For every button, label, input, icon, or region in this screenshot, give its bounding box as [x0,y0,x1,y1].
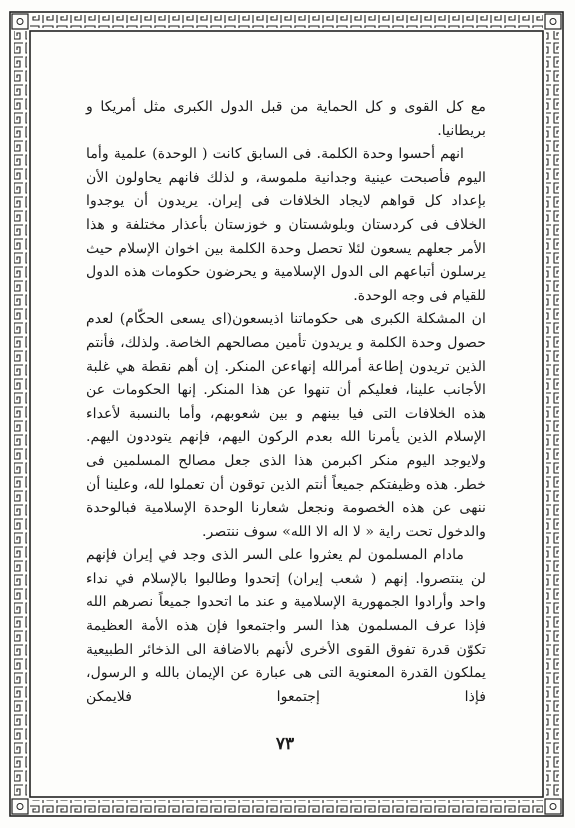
paragraph-3: ان المشكلة الكبرى هى حكوماتنا اذيسعون(اى يسعى الحكّام) لعدم حصول وحدة الكلمة و يريدون تأمين مصالحهم الخاصة. ولذلك، فأنتم الذين تريدون إطاعة أمرالله إنهاءعن المنكر. إن أهم نقطة هي غلبة الأجانب علينا، فعليكم أن تنهوا عن هذا المنكر. إنها الحكومات عن هذه الخلافات التى فيا بينهم و بين شعوبهم، وأما بالنسبة لأعداء الإسلام الذين يأمرنا الله بعدم الركون اليهم، فإنهم يتوددون اليهم. ولايوجد اليوم منكر اكبرمن هذا الذى جعل مصالح المسلمين فى خطر. هذه وظيفتكم جميعاً أنتم الذين توقون أن تعملوا لله، وعلينا أن ننهى عن هذه الخصومة ونجعل شعارنا الوحدة الإسلامية فبالوحدة والدخول تحت راية « لا اله الا الله» سوف ننتصر. [86,311,486,540]
paragraph-2: انهم أحسوا وحدة الكلمة. فى السابق كانت ( الوحدة) علمية وأما اليوم فأصبحت عينية وجدانية ملموسة، و لذلك فانهم يحاولون الأن بإعداد كل قواهم لايجاد الخلافات فى إيران. يريدون أن يوجدوا الخلاف فى كردستان وبلوشستان و خوزستان بأعذار مختلفة و هذا الأمر جعلهم يسعون لئلا تحصل وحدة الكلمة بين اخوان الإسلام حيث يرسلون أتباعهم الى الدول الإسلامية و يحرضون حكومات هذه الدول للقيام فى وجه الوحدة. [86,146,486,304]
body-text [86,96,486,709]
page-number: ٧٣ [275,734,295,754]
paragraph-4: مادام المسلمون لم يعثروا على السر الذى وجد في إيران فإنهم لن ينتصروا. إنهم ( شعب إيران) إتحدوا وطالبوا بالإسلام في نداء واحد وأرادوا الجمهورية الإسلامية و عند ما اتحدوا جميعاً نصرهم الله فإذا عرف المسلمون هذا السر واجتمعوا فإن هذه الأمة العظيمة تكوّن قدرة تفوق القوى الأخرى لأنهم بالاضافة الى الذخائر الطبيعية يملكون القدرة المعنوية التى هى عبارة عن الإيمان بالله و الرسول، فإذا إجتمعوا فلايمكن [86,547,486,705]
paragraph-1: مع كل القوى و كل الحماية من قبل الدول الكبرى مثل أمريكا و بريطانيا. [86,99,486,139]
